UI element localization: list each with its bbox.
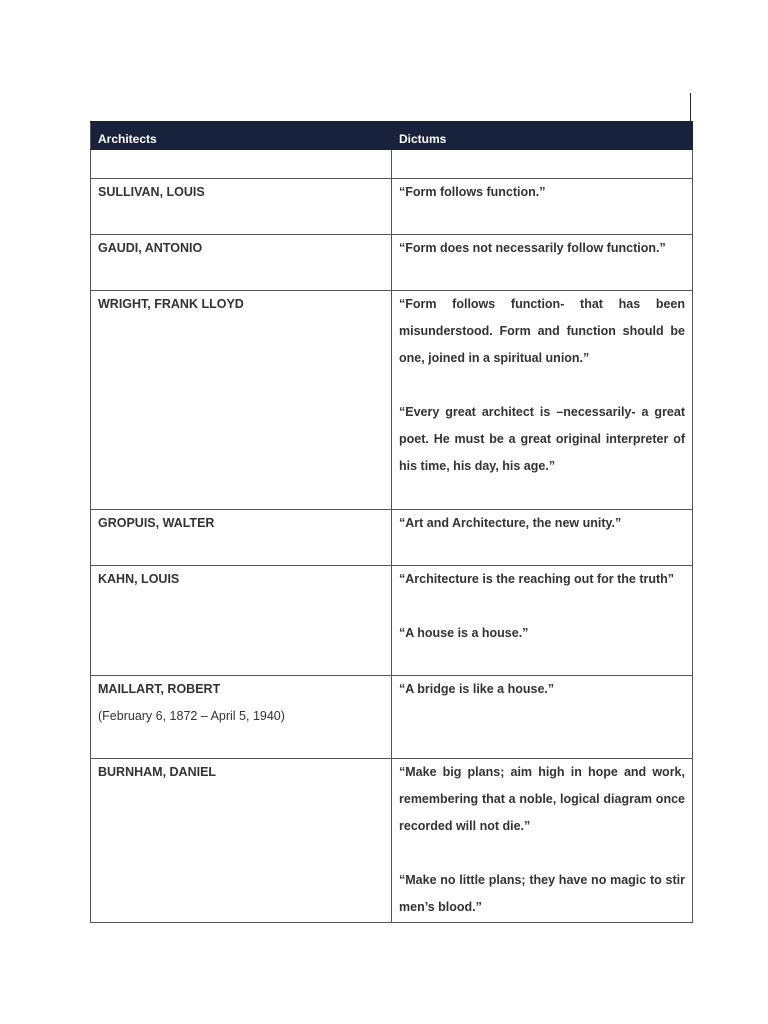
architect-cell (91, 510, 392, 566)
dictum-cell (392, 179, 693, 235)
dictum-quote: “A bridge is like a house.” (399, 682, 555, 696)
architect-name: BURNHAM, DANIEL (98, 765, 217, 779)
table-row (91, 235, 693, 291)
dictum-cell (392, 291, 693, 510)
dictum-quote: “Form does not necessarily follow function.” (399, 241, 666, 255)
dictum-cell (392, 235, 693, 291)
dictum-cell (392, 676, 693, 759)
empty-cell (91, 150, 392, 179)
architect-name: MAILLART, ROBERT (98, 682, 221, 696)
architect-name: KAHN, LOUIS (98, 572, 180, 586)
table-row (91, 759, 693, 923)
dictum-quote: “Art and Architecture, the new unity.” (399, 516, 622, 530)
table-row (91, 676, 693, 759)
table-header-row (91, 122, 693, 150)
architect-name: GROPUIS, WALTER (98, 516, 215, 530)
dictum-quote: “Form follows function.” (399, 185, 546, 199)
table-row (91, 566, 693, 676)
table-row (91, 179, 693, 235)
header-dictums: Dictums (392, 122, 693, 150)
architect-cell (91, 235, 392, 291)
table-row (91, 291, 693, 510)
architect-cell (91, 759, 392, 923)
dictum-quote: “Make no little plans; they have no magic to stir men’s blood.” (399, 873, 685, 914)
architect-name: SULLIVAN, LOUIS (98, 185, 205, 199)
table-row-empty (91, 150, 693, 179)
architect-dates: (February 6, 1872 – April 5, 1940) (98, 709, 285, 723)
page-edge-rule (690, 93, 691, 121)
architect-cell (91, 179, 392, 235)
dictum-cell (392, 566, 693, 676)
dictum-quote: “Make big plans; aim high in hope and work, remembering that a noble, logical diagram once recorded will not die.” (399, 765, 685, 833)
dictum-cell (392, 759, 693, 923)
architect-cell (91, 291, 392, 510)
architects-dictums-table (90, 121, 693, 923)
architect-name: WRIGHT, FRANK LLOYD (98, 297, 244, 311)
table-row (91, 510, 693, 566)
architect-name: GAUDI, ANTONIO (98, 241, 203, 255)
architect-cell (91, 676, 392, 759)
architect-cell (91, 566, 392, 676)
dictum-quote: “Every great architect is –necessarily- a great poet. He must be a great original interpreter of his time, his day, his age.” (399, 405, 685, 473)
dictum-quote: “Form follows function- that has been misunderstood. Form and function should be one, joined in a spiritual union.” (399, 297, 685, 365)
dictum-quote: “A house is a house.” (399, 626, 529, 640)
dictum-quote: “Architecture is the reaching out for the truth” (399, 572, 675, 586)
header-architects: Architects (91, 122, 392, 150)
empty-cell (392, 150, 693, 179)
dictum-cell (392, 510, 693, 566)
